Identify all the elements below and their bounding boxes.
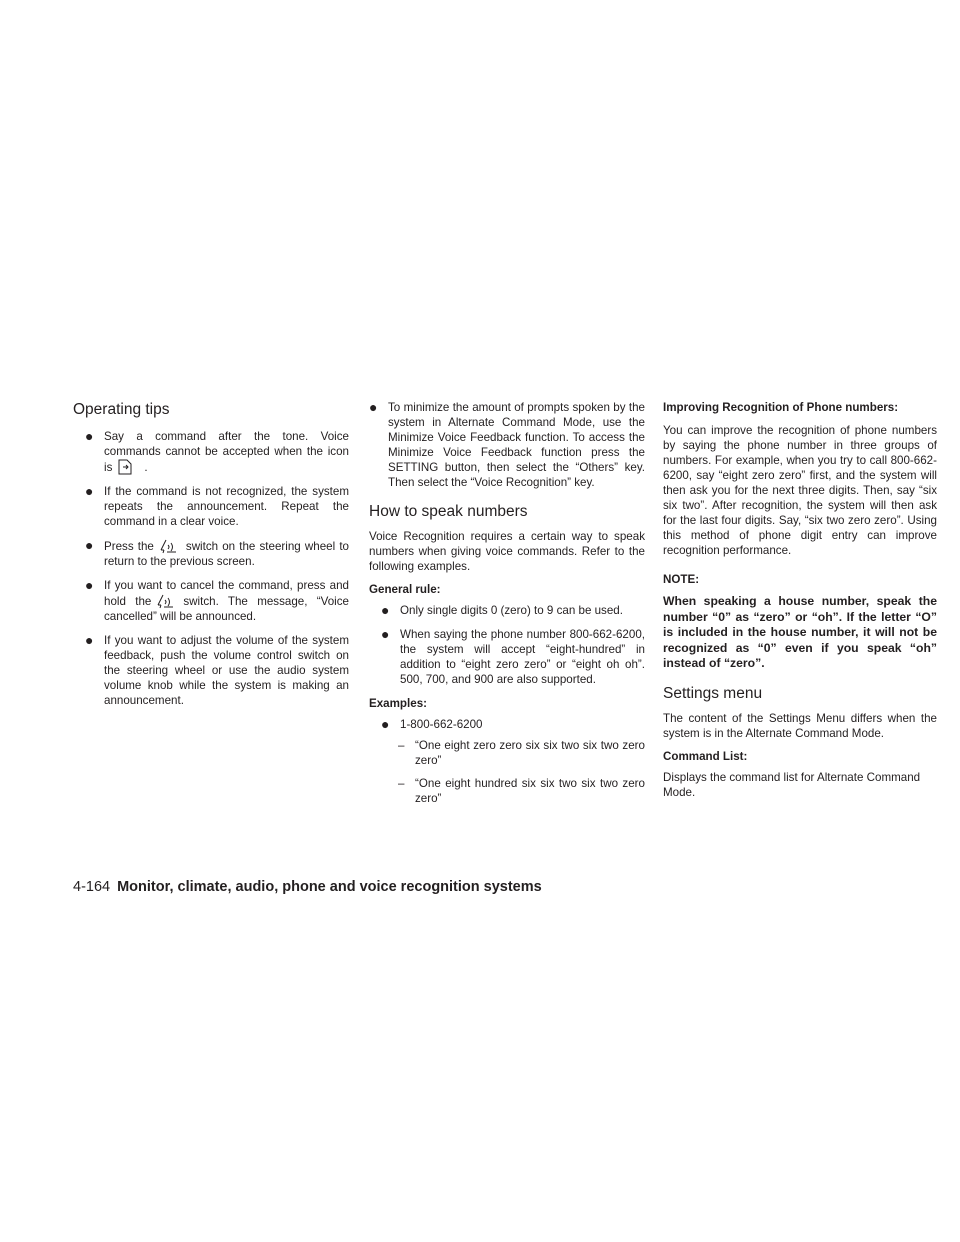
general-rule-label: General rule: <box>369 583 441 596</box>
example-dash-item: – “One eight zero zero six six two six two zero zero” <box>398 739 645 767</box>
examples-list <box>369 717 645 732</box>
list-item: ● When saying the phone number 800-662-6200, the system will accept “eight-hundred” in addition to “eight zero zero” or “eight oh oh”. 500, 700, and 900 are also supported. <box>381 626 645 686</box>
command-list-label: Command List: <box>663 749 748 763</box>
example-dash-item: – “One eight hundred six six two six two zero zero” <box>398 777 645 805</box>
column-middle <box>369 400 645 814</box>
voice-feedback-list <box>369 400 645 490</box>
improving-paragraph: You can improve the recognition of phone numbers by saying the phone number in three groups of numbers. For example, when you try to call 800-662-6200, say “eight zero zero” first, and the system will then ask you for the next three digits. Then, say “six six two”. After recognition, the system will then ask for the last four digits. Say, “six two zero zero”. Using this method of phone digit entry can improve recognition performance. <box>663 424 937 557</box>
bullet-icon: ● <box>85 577 94 593</box>
heading-operating-tips: Operating tips <box>73 401 170 418</box>
bullet-icon: ● <box>381 602 390 618</box>
list-item: ● If you want to cancel the command, press and hold the switch. The message, “Voice cancelled” will be announced. <box>85 577 349 623</box>
note-label: NOTE: <box>663 573 700 586</box>
heading-settings-menu: Settings menu <box>663 684 763 702</box>
bullet-icon: ● <box>381 716 390 732</box>
improving-label: Improving Recognition of Phone numbers: <box>663 401 899 414</box>
bullet-icon: ● <box>381 626 390 642</box>
bullet-icon: ● <box>369 399 378 415</box>
command-list-paragraph: Displays the command list for Alternate Command Mode. <box>663 770 921 799</box>
not-listening-icon <box>116 459 138 473</box>
page-number: 4-164 <box>73 879 111 895</box>
heading-how-to-speak-numbers: How to speak numbers <box>369 503 528 520</box>
bullet-icon: ● <box>85 428 94 444</box>
bullet-icon: ● <box>85 537 94 553</box>
column-right <box>663 400 937 808</box>
list-item: ● If you want to adjust the volume of the system feedback, push the volume control switch on the steering wheel or use the audio system volume knob while the system is making an announcement. <box>85 632 349 707</box>
page-footer <box>73 878 773 896</box>
bullet-icon: ● <box>85 483 94 499</box>
list-item: ● To minimize the amount of prompts spoken by the system in Alternate Command Mode, use the Minimize Voice Feedback function. To access the Minimize Voice Feedback function press the SETTING button, then select the “Others” key. Then select the “Voice Recognition” key. <box>369 399 645 489</box>
talk-switch-icon <box>158 538 180 552</box>
chapter-title: Monitor, climate, audio, phone and voice recognition systems <box>117 879 542 895</box>
list-item: ● Say a command after the tone. Voice commands cannot be accepted when the icon is . <box>85 428 349 474</box>
column-left <box>73 400 349 717</box>
list-item: ● Press the switch on the steering wheel to return to the previous screen. <box>85 537 349 568</box>
intro-paragraph: Voice Recognition requires a certain way to speak numbers when giving voice commands. Refer to the following examples. <box>369 530 645 573</box>
note-text: When speaking a house number, speak the number “0” as “zero” or “oh”. If the letter “O” is included in the house number, it will not be recognized as “0” even if you speak “oh” instead of “zero”. <box>663 594 937 670</box>
bullet-icon: ● <box>85 632 94 648</box>
talk-switch-icon <box>155 593 177 607</box>
operating-tips-list <box>73 429 349 708</box>
settings-paragraph: The content of the Settings Menu differs when the system is in the Alternate Command Mode. <box>663 711 937 740</box>
list-item: ● If the command is not recognized, the system repeats the announcement. Repeat the command in a clear voice. <box>85 483 349 528</box>
examples-label: Examples: <box>369 697 427 710</box>
list-item: ● 1-800-662-6200 <box>381 716 483 732</box>
list-item: ● Only single digits 0 (zero) to 9 can be used. <box>381 602 623 618</box>
general-rule-list <box>369 603 645 687</box>
